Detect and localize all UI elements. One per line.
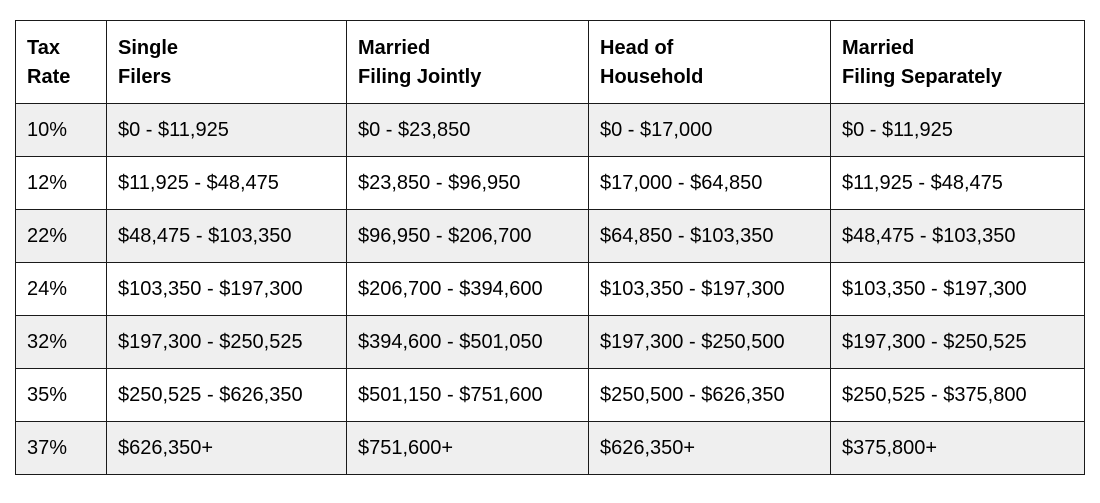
tax-bracket-table [15, 20, 1085, 475]
single-filers-cell: $0 - $11,925 [107, 104, 347, 157]
header-single-filers: Single Filers [107, 21, 347, 104]
tax-rate-cell: 10% [16, 104, 107, 157]
table-row [16, 369, 1085, 422]
married-jointly-cell: $501,150 - $751,600 [347, 369, 589, 422]
table-row [16, 210, 1085, 263]
tax-rate-cell: 22% [16, 210, 107, 263]
tax-rate-cell: 35% [16, 369, 107, 422]
married-separately-cell: $103,350 - $197,300 [831, 263, 1085, 316]
table-row [16, 104, 1085, 157]
tax-rate-cell: 12% [16, 157, 107, 210]
table-row [16, 422, 1085, 475]
married-separately-cell: $48,475 - $103,350 [831, 210, 1085, 263]
married-separately-cell: $0 - $11,925 [831, 104, 1085, 157]
single-filers-cell: $626,350+ [107, 422, 347, 475]
married-jointly-cell: $394,600 - $501,050 [347, 316, 589, 369]
tax-rate-cell: 32% [16, 316, 107, 369]
married-separately-cell: $197,300 - $250,525 [831, 316, 1085, 369]
header-tax-rate: Tax Rate [16, 21, 107, 104]
head-of-household-cell: $0 - $17,000 [589, 104, 831, 157]
married-jointly-cell: $751,600+ [347, 422, 589, 475]
header-married-filing-separately: Married Filing Separately [831, 21, 1085, 104]
header-row [16, 21, 1085, 104]
married-separately-cell: $250,525 - $375,800 [831, 369, 1085, 422]
tax-bracket-table-container [15, 20, 1085, 475]
head-of-household-cell: $17,000 - $64,850 [589, 157, 831, 210]
single-filers-cell: $197,300 - $250,525 [107, 316, 347, 369]
head-of-household-cell: $197,300 - $250,500 [589, 316, 831, 369]
married-jointly-cell: $0 - $23,850 [347, 104, 589, 157]
head-of-household-cell: $626,350+ [589, 422, 831, 475]
head-of-household-cell: $64,850 - $103,350 [589, 210, 831, 263]
single-filers-cell: $250,525 - $626,350 [107, 369, 347, 422]
married-separately-cell: $375,800+ [831, 422, 1085, 475]
table-row [16, 316, 1085, 369]
married-jointly-cell: $23,850 - $96,950 [347, 157, 589, 210]
married-jointly-cell: $96,950 - $206,700 [347, 210, 589, 263]
header-head-of-household: Head of Household [589, 21, 831, 104]
table-row [16, 263, 1085, 316]
header-married-filing-jointly: Married Filing Jointly [347, 21, 589, 104]
head-of-household-cell: $103,350 - $197,300 [589, 263, 831, 316]
single-filers-cell: $11,925 - $48,475 [107, 157, 347, 210]
head-of-household-cell: $250,500 - $626,350 [589, 369, 831, 422]
married-jointly-cell: $206,700 - $394,600 [347, 263, 589, 316]
single-filers-cell: $103,350 - $197,300 [107, 263, 347, 316]
tax-rate-cell: 37% [16, 422, 107, 475]
tax-rate-cell: 24% [16, 263, 107, 316]
single-filers-cell: $48,475 - $103,350 [107, 210, 347, 263]
married-separately-cell: $11,925 - $48,475 [831, 157, 1085, 210]
table-row [16, 157, 1085, 210]
